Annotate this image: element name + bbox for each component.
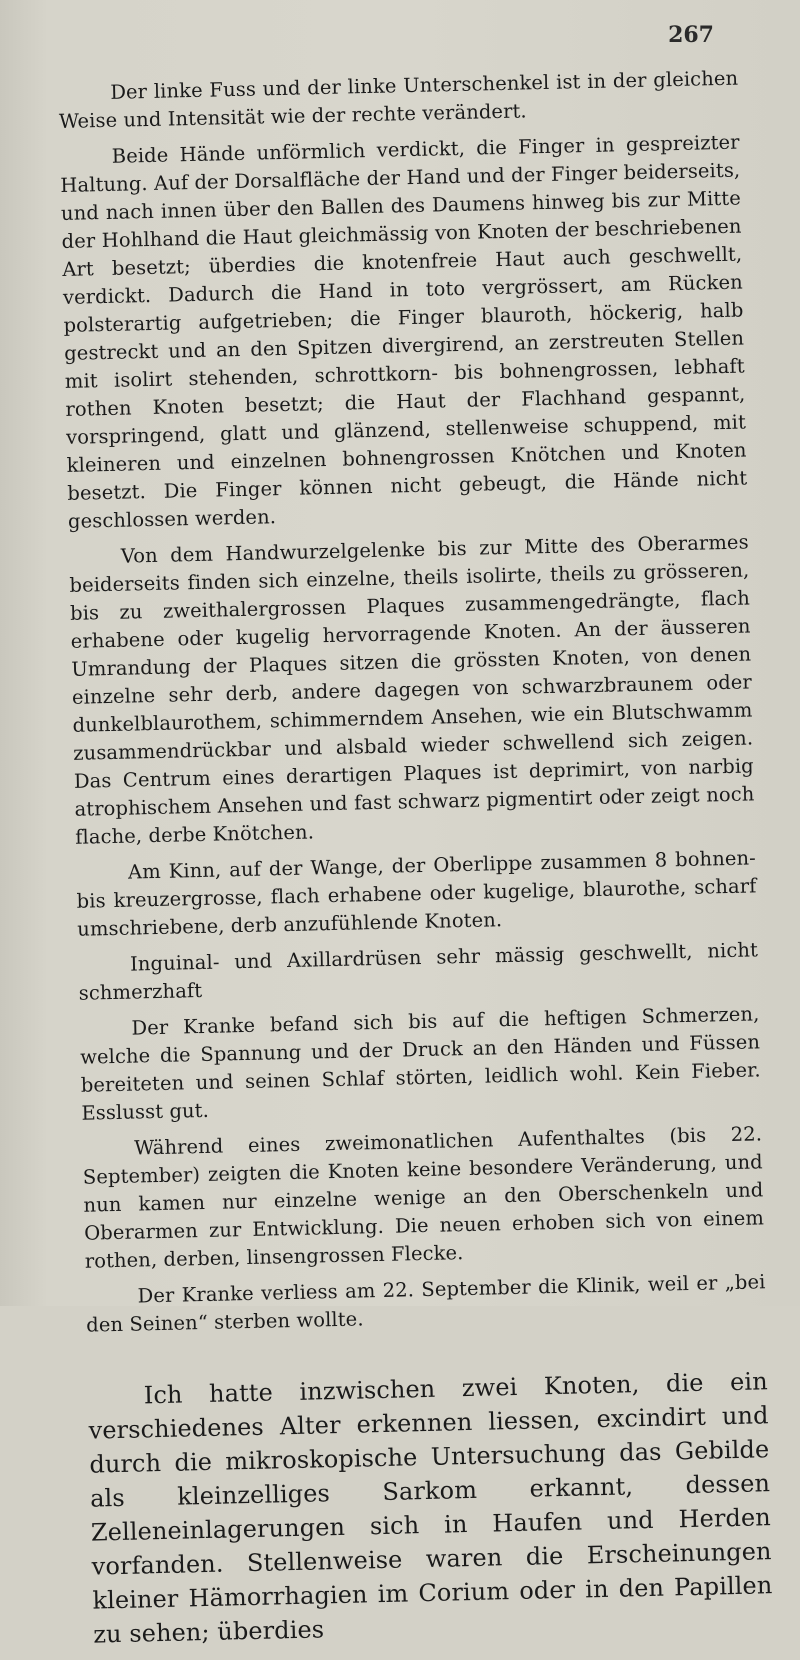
page-number: 267 (668, 22, 714, 48)
paragraph-lymph-nodes: Inguinal- und Axillardrüsen sehr mässig geschwellt, nicht schmerzhaft (78, 938, 759, 1005)
paragraph-discharge: Der Kranke verliess am 22. September die Klinik, weil er „bei den Seinen“ sterben wollte. (85, 1270, 766, 1337)
paragraph-microscopy: Ich hatte inzwischen zwei Knoten, die ein verschiedenes Alter erkennen liessen, excindirt und durch die mikroskopische Untersuchung das Gebilde als kleinzelliges Sarkom erkannt, dessen Zelleneinlagerungen sich in Haufen und Herden vorfanden. Stellenweise waren die Erscheinungen kleiner Hämorrhagien im Corium oder in den Papillen zu sehen; überdies (88, 1367, 773, 1649)
paragraph-forearms: Von dem Handwurzelgelenke bis zur Mitte des Oberarmes beiderseits finden sich einzelne, theils isolirte, theils zu grösseren, bis zu zweithalergrossen Plaques zusammengedrängte, flach erhabene oder kugelig hervorragende Knoten. An der äusseren Umrandung der Plaques sitzen die grössten Knoten, von denen einzelne sehr derb, andere dagegen von schwarzbraunem oder dunkelblaurothem, schimmerndem Ansehen, wie ein Blutschwamm zusammendrückbar und alsbald wieder schwellend sich zeigen. Das Centrum eines derartigen Plaques ist deprimirt, von narbig atrophischem Ansehen und fast schwarz pigmentirt oder zeigt noch flache, derbe Knötchen. (69, 530, 755, 849)
paragraph-condition: Der Kranke befand sich bis auf die heftigen Schmerzen, welche die Spannung und der Druck an den Händen und Füssen bereiteten und seinen Schlaf störten, leidlich wohl. Kein Fieber. Esslusst gut. (79, 1002, 761, 1125)
body-text (58, 65, 774, 1660)
paragraph-left-foot: Der linke Fuss und der linke Unterschenkel ist in der gleichen Weise und Intensität wie der rechte verändert. (58, 66, 739, 133)
paragraph-stay: Während eines zweimonatlichen Aufenthaltes (bis 22. September) zeigten die Knoten keine besondere Veränderung, und nun kamen nur einzelne wenige an den Oberschenkeln und Oberarmen zur Entwicklung. Die neuen erhoben sich von einem rothen, derben, linsengrossen Flecke. (82, 1122, 765, 1273)
paragraph-face: Am Kinn, auf der Wange, der Oberlippe zusammen 8 bohnen- bis kreuzergrosse, flach erhabene oder kugelige, blaurothe, scharf umschriebene, derb anzufühlende Knoten. (76, 846, 757, 941)
paragraph-hands: Beide Hände unförmlich verdickt, die Finger in gespreizter Haltung. Auf der Dorsalfläche der Hand und der Finger beiderseits, und nach innen über den Ballen des Daumens hinweg bis zur Mitte der Hohlhand die Haut gleichmässig von Knoten der beschriebenen Art besetzt; überdies die knotenfreie Haut auch geschwellt, verdickt. Dadurch die Hand in toto vergrössert, am Rücken polsterartig aufgetrieben; die Finger blauroth, höckerig, halb gestreckt und an den Spitzen divergirend, an zerstreuten Stellen mit isolirt stehenden, schrottkorn- bis bohnengrossen, lebhaft rothen Knoten besetzt; die Haut der Flachhand gespannt, vorspringend, glatt und glänzend, stellenweise schuppend, mit kleineren und einzelnen bohnengrossen Knötchen und Knoten besetzt. Die Finger können nicht gebeugt, die Hände nicht geschlossen werden. (60, 130, 748, 533)
